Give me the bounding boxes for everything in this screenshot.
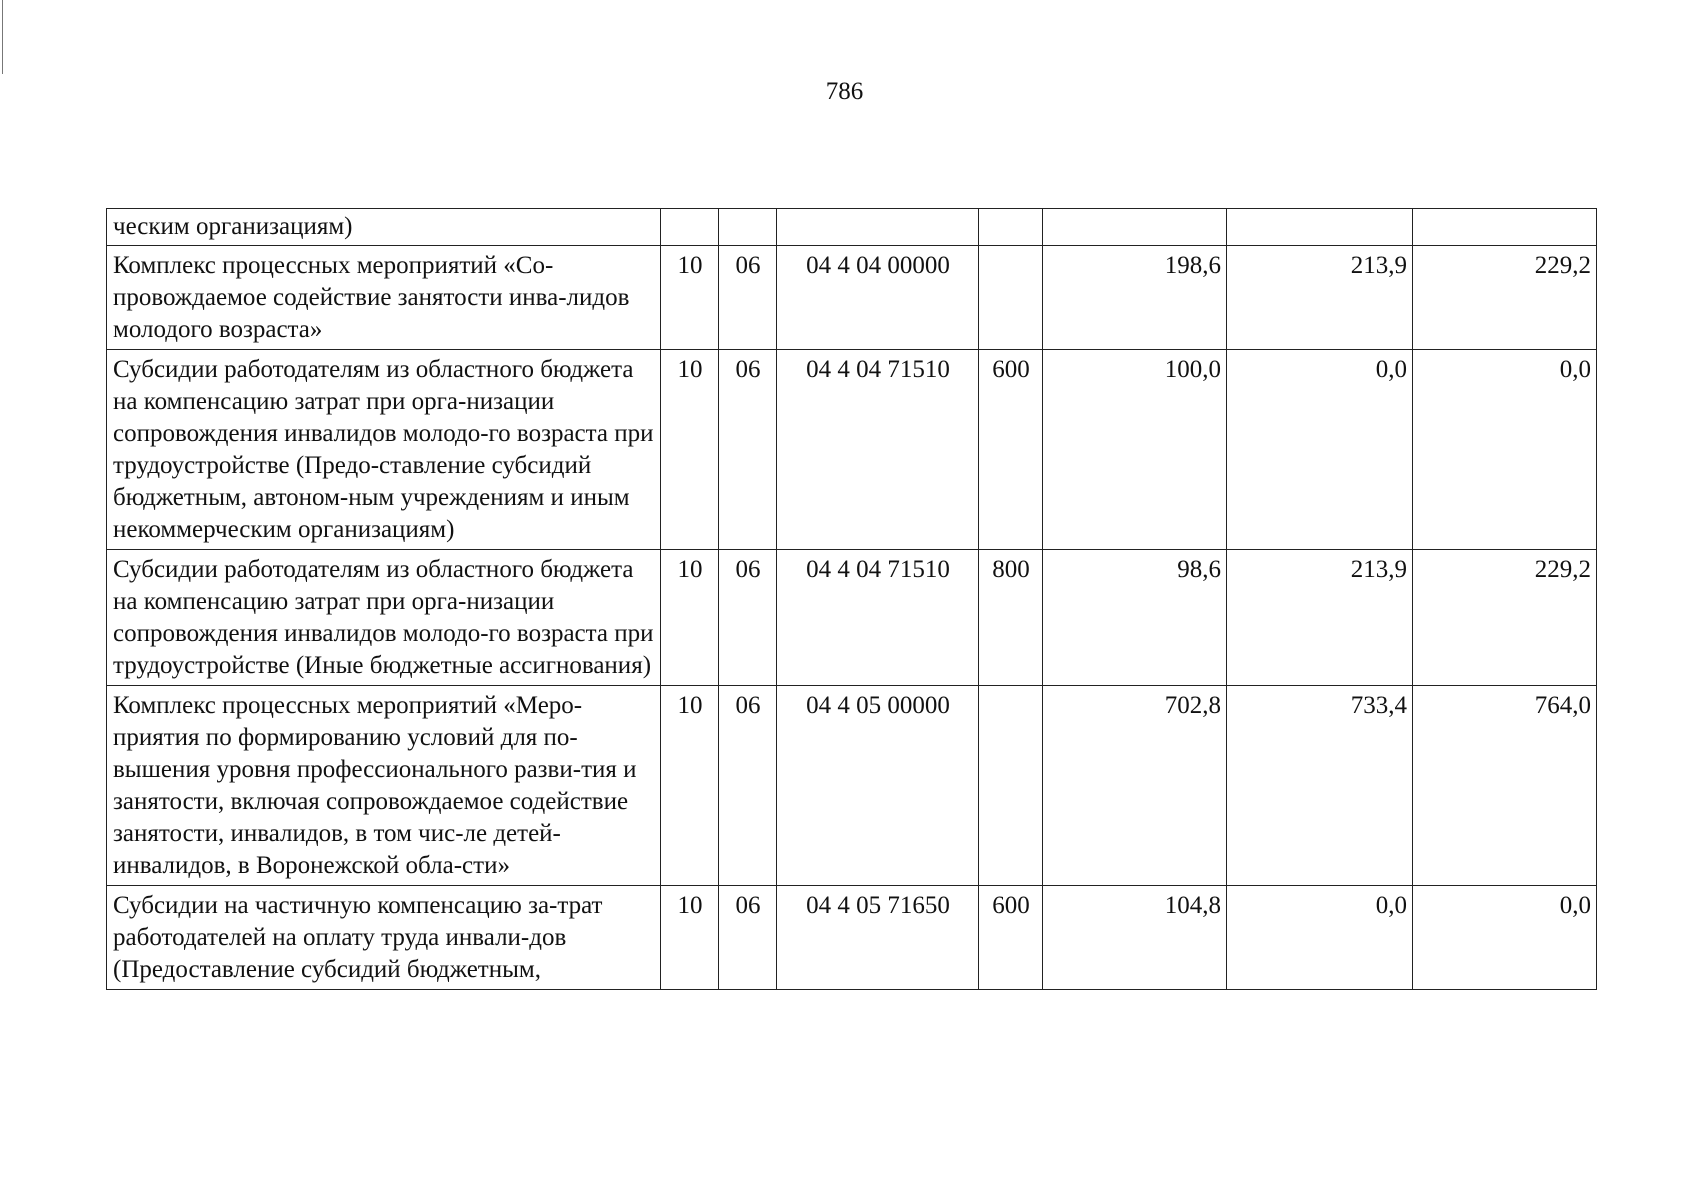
table-row [107, 246, 1597, 350]
amount-year3-cell: 229,2 [1413, 246, 1597, 350]
scan-margin-line [2, 0, 3, 74]
table-row [107, 686, 1597, 886]
section-cell [661, 209, 719, 246]
table-row [107, 550, 1597, 686]
amount-year2-cell: 213,9 [1227, 550, 1413, 686]
amount-year2-cell [1227, 209, 1413, 246]
expense-type-cell [979, 686, 1043, 886]
row-name-cell: Субсидии на частичную компенсацию за-трат работодателей на оплату труда инвали-дов (Предоставление субсидий бюджетным, [107, 886, 661, 990]
expense-type-cell: 600 [979, 886, 1043, 990]
amount-year1-cell: 100,0 [1043, 350, 1227, 550]
expense-type-cell: 600 [979, 350, 1043, 550]
subsection-cell: 06 [719, 550, 777, 686]
target-article-cell: 04 4 05 71650 [777, 886, 979, 990]
amount-year3-cell: 0,0 [1413, 886, 1597, 990]
budget-table [106, 208, 1597, 990]
subsection-cell: 06 [719, 350, 777, 550]
row-name-cell: ческим организациям) [107, 209, 661, 246]
target-article-cell: 04 4 04 71510 [777, 350, 979, 550]
target-article-cell: 04 4 04 71510 [777, 550, 979, 686]
amount-year2-cell: 733,4 [1227, 686, 1413, 886]
amount-year1-cell: 98,6 [1043, 550, 1227, 686]
amount-year1-cell: 198,6 [1043, 246, 1227, 350]
table-row [107, 350, 1597, 550]
target-article-cell [777, 209, 979, 246]
page-number: 786 [825, 78, 864, 105]
row-name-cell: Комплекс процессных мероприятий «Меро-приятия по формированию условий для по-вышения уровня профессионального разви-тия и занятости, включая сопровождаемое содействие занятости, инвалидов, в том чис-ле детей-инвалидов, в Воронежской обла-сти» [107, 686, 661, 886]
row-name-cell: Комплекс процессных мероприятий «Со-провождаемое содействие занятости инва-лидов молодого возраста» [107, 246, 661, 350]
subsection-cell: 06 [719, 686, 777, 886]
subsection-cell [719, 209, 777, 246]
target-article-cell: 04 4 05 00000 [777, 686, 979, 886]
amount-year2-cell: 0,0 [1227, 350, 1413, 550]
table-row [107, 886, 1597, 990]
amount-year2-cell: 213,9 [1227, 246, 1413, 350]
section-cell: 10 [661, 350, 719, 550]
section-cell: 10 [661, 550, 719, 686]
section-cell: 10 [661, 246, 719, 350]
expense-type-cell [979, 246, 1043, 350]
amount-year3-cell: 764,0 [1413, 686, 1597, 886]
subsection-cell: 06 [719, 886, 777, 990]
target-article-cell: 04 4 04 00000 [777, 246, 979, 350]
subsection-cell: 06 [719, 246, 777, 350]
expense-type-cell [979, 209, 1043, 246]
amount-year1-cell: 104,8 [1043, 886, 1227, 990]
section-cell: 10 [661, 886, 719, 990]
row-name-cell: Субсидии работодателям из областного бюджета на компенсацию затрат при орга-низации сопровождения инвалидов молодо-го возраста при трудоустройстве (Предо-ставление субсидий бюджетным, автоном-ным учреждениям и иным некоммерческим организациям) [107, 350, 661, 550]
amount-year3-cell [1413, 209, 1597, 246]
amount-year3-cell: 229,2 [1413, 550, 1597, 686]
expense-type-cell: 800 [979, 550, 1043, 686]
table-row [107, 209, 1597, 246]
section-cell: 10 [661, 686, 719, 886]
amount-year1-cell: 702,8 [1043, 686, 1227, 886]
amount-year2-cell: 0,0 [1227, 886, 1413, 990]
amount-year1-cell [1043, 209, 1227, 246]
row-name-cell: Субсидии работодателям из областного бюджета на компенсацию затрат при орга-низации сопровождения инвалидов молодо-го возраста при трудоустройстве (Иные бюджетные ассигнования) [107, 550, 661, 686]
amount-year3-cell: 0,0 [1413, 350, 1597, 550]
